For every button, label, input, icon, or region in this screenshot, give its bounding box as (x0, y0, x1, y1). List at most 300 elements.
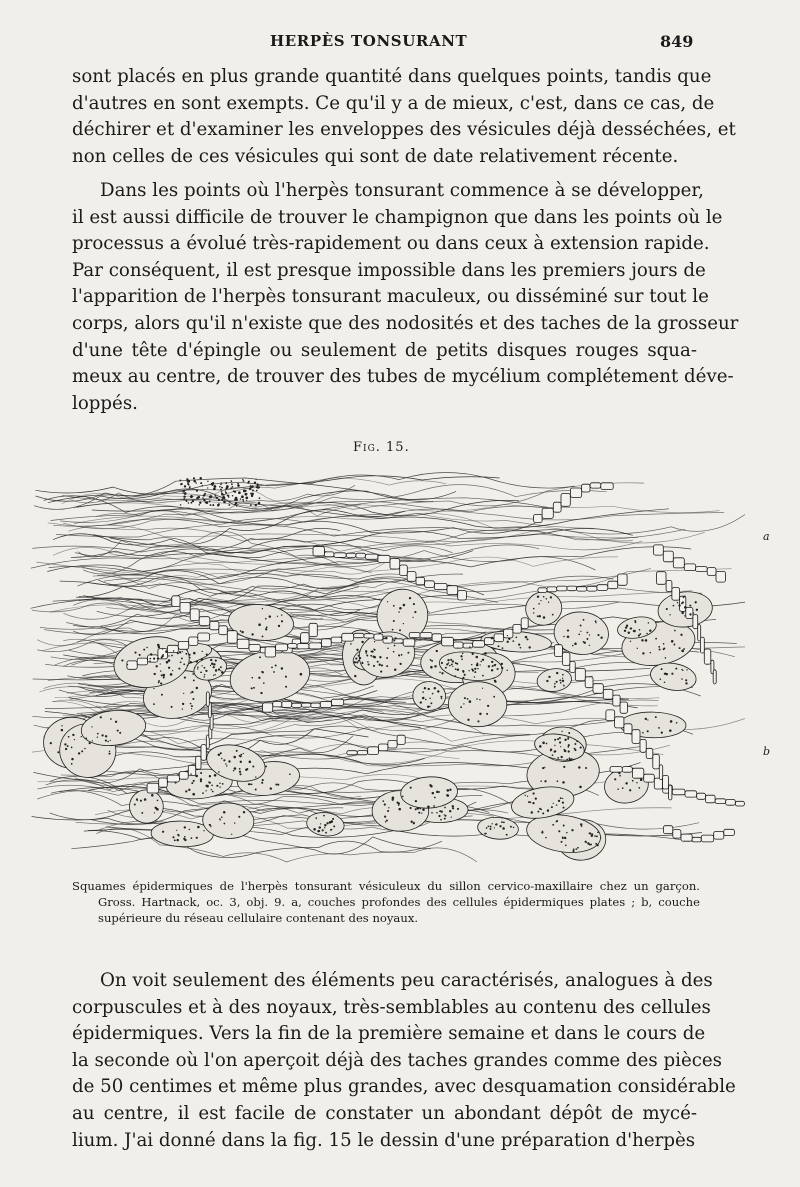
cell-granule (393, 620, 395, 622)
granule-cluster-dot (226, 487, 228, 489)
cell-granule (238, 816, 240, 818)
text-line: Par conséquent, il est presque impossible dans les premiers jours de (72, 259, 706, 281)
mycelium-segment (301, 703, 311, 707)
cell-granule (281, 614, 282, 615)
cell-granule (428, 688, 430, 690)
cell-granule (178, 668, 180, 670)
cell-granule (476, 698, 478, 700)
mycelium-segment (494, 634, 504, 642)
cell-granule (300, 673, 303, 676)
cell-granule (67, 745, 69, 747)
cell-granule (259, 656, 261, 658)
text-line: la seconde où l'on aperçoit déjà des taches grandes comme des pièces (72, 1049, 722, 1071)
mycelium-segment (324, 552, 334, 557)
text-line: meux au centre, de trouver des tubes de mycélium complétement déve- (72, 366, 734, 388)
illustration-drawing (30, 470, 750, 870)
cell-granule (498, 645, 500, 647)
cell-granule (457, 647, 458, 648)
mycelium-segment (622, 767, 632, 773)
cell-granule (486, 827, 488, 829)
cell-granule (525, 636, 528, 639)
cell-granule (506, 834, 508, 836)
granule-cluster-dot (225, 482, 227, 484)
cell-granule (563, 807, 565, 809)
granule-cluster-dot (201, 485, 203, 487)
cell-granule (65, 748, 67, 750)
cell-granule (540, 780, 542, 782)
cell-granule (271, 667, 273, 669)
cell-granule (240, 754, 242, 756)
cell-granule (579, 786, 582, 789)
cell-granule (464, 697, 466, 699)
cell-granule (492, 665, 494, 667)
mycelium-segment (547, 587, 557, 592)
cell-granule (215, 660, 217, 662)
cell-granule (546, 680, 548, 682)
cell-granule (144, 798, 147, 801)
granule-cluster-dot (230, 488, 231, 489)
cell-granule (221, 816, 223, 818)
cell-granule (525, 795, 526, 796)
cell-granule (277, 784, 279, 786)
mycelium-segment (167, 775, 179, 782)
cell-granule (531, 811, 533, 813)
cell-granule (563, 749, 565, 751)
granule-cluster-dot (245, 497, 248, 500)
text-line: non celles de ces vésicules qui sont de date relativement récente. (72, 145, 679, 167)
mycelium-segment (673, 830, 681, 839)
cell-granule (187, 665, 189, 667)
cell-granule (216, 785, 218, 787)
cell-granule (650, 652, 652, 654)
mycelium-segment (704, 649, 711, 664)
mycelium-segment (538, 588, 547, 593)
cell-granule (209, 824, 211, 826)
cell-granule (558, 800, 560, 802)
cell-granule (633, 630, 635, 632)
mycelium-segment (311, 703, 321, 707)
cell-granule (683, 648, 685, 650)
cell-granule (554, 686, 556, 688)
cell-granule (181, 657, 183, 659)
cell-granule (585, 767, 587, 769)
cell-granule (580, 747, 582, 749)
cell-granule (638, 635, 640, 637)
cell-granule (463, 703, 464, 704)
granule-cluster-dot (188, 502, 189, 503)
mycelium-segment (374, 634, 383, 640)
mycelium-segment (172, 596, 180, 607)
mycelium-segment (403, 639, 415, 646)
cell-granule (222, 783, 224, 785)
granule-cluster-dot (220, 489, 222, 491)
mycelium-segment (388, 740, 397, 748)
cell-granule (551, 806, 553, 808)
mycelium-segment (724, 829, 735, 835)
granule-cluster-dot (199, 504, 200, 505)
cell-granule (134, 652, 136, 654)
granule-cluster-dot (199, 501, 201, 503)
cell-granule (456, 663, 458, 665)
cell-granule (191, 837, 193, 839)
cell-granule (537, 615, 539, 617)
fiber-stroke (51, 498, 549, 523)
cell-granule (241, 631, 243, 633)
cell-granule (91, 726, 92, 727)
cell-granule (572, 850, 574, 852)
cell-granule (393, 605, 395, 607)
mycelium-segment (715, 799, 726, 804)
cell-granule (379, 656, 381, 658)
cell-granule (356, 661, 358, 663)
cell-granule (669, 614, 670, 615)
cell-granule (529, 646, 531, 648)
text-line: Dans les points où l'herpès tonsurant commence à se développer, (100, 180, 704, 201)
cell-granule (333, 825, 335, 827)
cell-granule (695, 601, 697, 603)
cell-granule (436, 650, 438, 652)
mycelium-segment (199, 617, 210, 626)
cell-granule (556, 672, 558, 674)
cell-granule (527, 796, 528, 797)
cell-granule (394, 668, 396, 670)
mycelium-segment (663, 551, 673, 562)
cell-granule (401, 654, 403, 656)
mycelium-segment (680, 596, 686, 611)
cell-granule (170, 673, 173, 676)
cell-granule (109, 751, 110, 752)
cell-granule (490, 828, 492, 830)
cell-granule (576, 740, 578, 742)
cell-granule (618, 772, 620, 774)
granule-cluster-dot (221, 487, 223, 489)
mycelium-segment (397, 735, 405, 744)
cell-granule (188, 789, 190, 791)
cell-granule (371, 650, 373, 652)
cell-granule (444, 818, 446, 820)
mycelium-segment (334, 553, 346, 558)
mycelium-segment (656, 572, 666, 585)
cell-granule (689, 613, 691, 615)
mycelium-segment (624, 724, 632, 734)
cell-granule (560, 797, 562, 799)
mycelium-segment (553, 502, 561, 512)
cell-granule (546, 598, 548, 600)
cell-granule (682, 601, 684, 603)
mycelium-segment (357, 751, 367, 755)
cell-granule (210, 665, 211, 666)
cell-granule (591, 833, 593, 835)
cell-granule (479, 713, 481, 715)
cell-granule (493, 678, 494, 679)
mycelium-segment (356, 553, 366, 558)
mycelium-segment (364, 634, 374, 638)
cell-granule (185, 653, 187, 655)
cell-granule (595, 843, 597, 845)
cell-granule (578, 633, 580, 635)
cell-granule (573, 848, 575, 850)
granule-cluster-dot (242, 479, 243, 480)
granule-cluster-dot (221, 491, 223, 493)
granule-cluster-dot (187, 480, 190, 483)
cell-granule (436, 791, 439, 794)
cell-granule (203, 830, 204, 831)
cell-granule (685, 679, 687, 681)
cell-granule (550, 596, 552, 598)
cell-granule (395, 637, 397, 639)
cell-granule (492, 823, 493, 824)
fiber-stroke (44, 496, 536, 534)
cell-granule (502, 647, 504, 649)
cell-granule (506, 670, 507, 671)
cell-granule (452, 805, 454, 807)
cell-granule (434, 797, 436, 799)
mycelium-segment (297, 644, 309, 649)
cell-granule (552, 754, 554, 756)
cell-granule (386, 657, 388, 659)
cell-granule (210, 659, 212, 661)
cell-granule (228, 760, 230, 762)
mycelium-segment (706, 795, 716, 803)
cell-granule (681, 678, 683, 680)
granule-cluster-dot (242, 500, 244, 502)
cell-granule (177, 834, 179, 836)
mycelium-segment (608, 581, 618, 589)
cell-granule (554, 739, 556, 741)
mycelium-segment (562, 653, 570, 666)
granule-cluster-dot (193, 480, 196, 483)
cell-granule (318, 830, 320, 832)
cell-granule (441, 698, 442, 699)
cell-granule (419, 807, 421, 809)
cell-granule (681, 612, 684, 615)
cell-granule (265, 628, 267, 630)
cell-granule (658, 727, 660, 729)
cell-granule (467, 719, 469, 721)
cell-granule (191, 705, 193, 707)
cell-granule (386, 665, 388, 667)
mycelium-segment (669, 785, 672, 800)
cell-granule (189, 657, 190, 658)
cell-granule (577, 847, 579, 849)
mycelium-segment (707, 568, 716, 576)
mycelium-segment (346, 553, 356, 557)
granule-cluster-dot (250, 487, 252, 489)
cell-granule (696, 609, 698, 611)
cell-granule (162, 831, 164, 833)
cell-granule (451, 663, 453, 665)
granule-cluster-dot (180, 504, 182, 506)
caption-line: Squames épidermiques de l'herpès tonsurant vésiculeux du sillon cervico-maxillaire chez un garçon. (72, 879, 700, 893)
cell-granule (197, 826, 200, 829)
granule-cluster-dot (252, 490, 254, 492)
cell-granule (172, 836, 174, 838)
cell-granule (622, 787, 624, 789)
mycelium-segment (189, 637, 198, 645)
granule-cluster-dot (192, 500, 194, 502)
granule-cluster-dot (238, 491, 241, 494)
cell-granule (647, 719, 648, 720)
cell-granule (671, 673, 673, 675)
granule-cluster-dot (232, 495, 234, 497)
granule-cluster-dot (250, 504, 252, 506)
cell-granule (253, 687, 255, 689)
granule-cluster-dot (214, 485, 217, 488)
cell-granule (275, 783, 277, 785)
cell-granule (469, 646, 470, 647)
mycelium-segment (137, 658, 147, 665)
cell-granule (469, 700, 472, 703)
granule-cluster-dot (211, 483, 213, 485)
mycelium-segment (276, 644, 288, 651)
cell-granule (597, 634, 599, 636)
cell-granule (270, 787, 272, 789)
cell-granule (480, 661, 482, 663)
cell-granule (501, 663, 503, 665)
cell-granule (273, 671, 275, 673)
cell-granule (495, 665, 496, 666)
cell-granule (401, 642, 402, 643)
cell-granule (72, 734, 74, 736)
granule-cluster-dot (200, 482, 202, 484)
cell-granule (450, 659, 452, 661)
mycelium-segment (210, 621, 219, 629)
cell-granule (68, 736, 70, 738)
cell-granule (564, 739, 566, 741)
cell-granule (359, 657, 361, 659)
cell-granule (457, 808, 459, 810)
mycelium-segment (534, 514, 543, 522)
cell-granule (488, 826, 490, 828)
text-line: processus a évolué très-rapidement ou dans ceux à extension rapide. (72, 233, 710, 255)
cell-granule (447, 659, 449, 661)
cell-granule (557, 780, 559, 782)
cell-granule (575, 848, 577, 850)
cell-granule (158, 680, 160, 682)
cell-granule (397, 802, 400, 805)
cell-granule (552, 614, 554, 616)
mycelium-segment (196, 756, 201, 769)
cell-granule (379, 664, 381, 666)
cell-granule (213, 664, 214, 665)
text-line: d'autres en sont exempts. Ce qu'il y a de mieux, c'est, dans ce cas, de (72, 92, 715, 114)
cell-granule (162, 648, 163, 649)
mycelium-segment (288, 644, 297, 649)
cell-granule (218, 771, 220, 773)
cell-granule (665, 657, 667, 659)
cell-granule (586, 632, 588, 634)
cell-granule (619, 775, 621, 777)
cell-granule (177, 652, 179, 654)
mycelium-segment (686, 607, 693, 618)
cell-granule (358, 660, 360, 662)
cell-granule (539, 745, 542, 748)
mycelium-segment (332, 699, 344, 705)
cell-granule (107, 741, 109, 743)
cell-granule (639, 633, 641, 635)
cell-granule (537, 811, 539, 813)
cell-granule (446, 663, 448, 665)
cell-granule (482, 688, 483, 689)
text-line: au centre, il est facile de constater un abondant dépôt de mycé- (72, 1102, 697, 1124)
cell-granule (556, 821, 558, 823)
cell-granule (403, 604, 406, 607)
cell-granule (641, 639, 643, 641)
cell-granule (263, 682, 265, 684)
cell-granule (374, 656, 376, 658)
cell-granule (554, 751, 556, 753)
cell-granule (190, 773, 191, 774)
cell-granule (204, 674, 205, 675)
cell-granule (468, 670, 469, 671)
cell-granule (261, 671, 263, 673)
granule-cluster-dot (213, 488, 216, 491)
cell-granule (528, 801, 530, 803)
text-line: d'une tête d'épingle ou seulement de petits disques rouges squa- (72, 339, 697, 361)
cell-granule (449, 810, 451, 812)
cell-granule (452, 660, 454, 662)
cell-granule (385, 821, 386, 822)
mycelium-segment (513, 625, 521, 634)
cell-granule (642, 732, 644, 734)
cell-granule (625, 782, 627, 784)
cell-granule (438, 815, 440, 817)
cell-granule (614, 778, 616, 780)
cell-granule (685, 682, 687, 684)
cell-granule (251, 677, 253, 679)
paragraph-1 (72, 64, 736, 170)
cell-granule (224, 823, 226, 825)
cell-granule (546, 743, 548, 745)
cell-granule (421, 812, 422, 813)
cell-granule (252, 766, 254, 768)
cell-granule (565, 844, 567, 846)
cell-granule (455, 668, 457, 670)
cell-granule (418, 812, 420, 814)
cell-granule (533, 612, 534, 613)
cell-granule (589, 832, 591, 834)
cell-granule (537, 595, 539, 597)
granule-cluster-dot (257, 486, 258, 487)
cell-granule (153, 688, 154, 689)
cell-granule (595, 622, 596, 623)
cell-granule (160, 663, 161, 664)
cell-granule (420, 701, 422, 703)
cell-granule (214, 774, 217, 777)
cell-granule (162, 654, 164, 656)
cell-granule (544, 780, 546, 782)
cell-granule (562, 798, 563, 799)
cell-granule (326, 822, 328, 824)
cell-granule (540, 809, 542, 811)
granule-cluster-dot (196, 490, 198, 492)
mycelium-segment (567, 586, 577, 591)
cell-granule (476, 662, 478, 664)
mycelium-segment (368, 747, 379, 755)
cell-granule (180, 661, 182, 663)
cell-granule (501, 667, 503, 669)
cell-granule (422, 691, 424, 693)
cell-granule (594, 835, 596, 837)
granule-cluster-dot (256, 490, 258, 492)
cell-granule (574, 743, 576, 745)
granule-cluster-dot (183, 498, 185, 500)
cell-granule (564, 837, 566, 839)
cell-granule (221, 758, 222, 759)
mycelium-segment (582, 484, 590, 492)
cell-granule (71, 763, 73, 765)
cell-granule (361, 641, 363, 643)
